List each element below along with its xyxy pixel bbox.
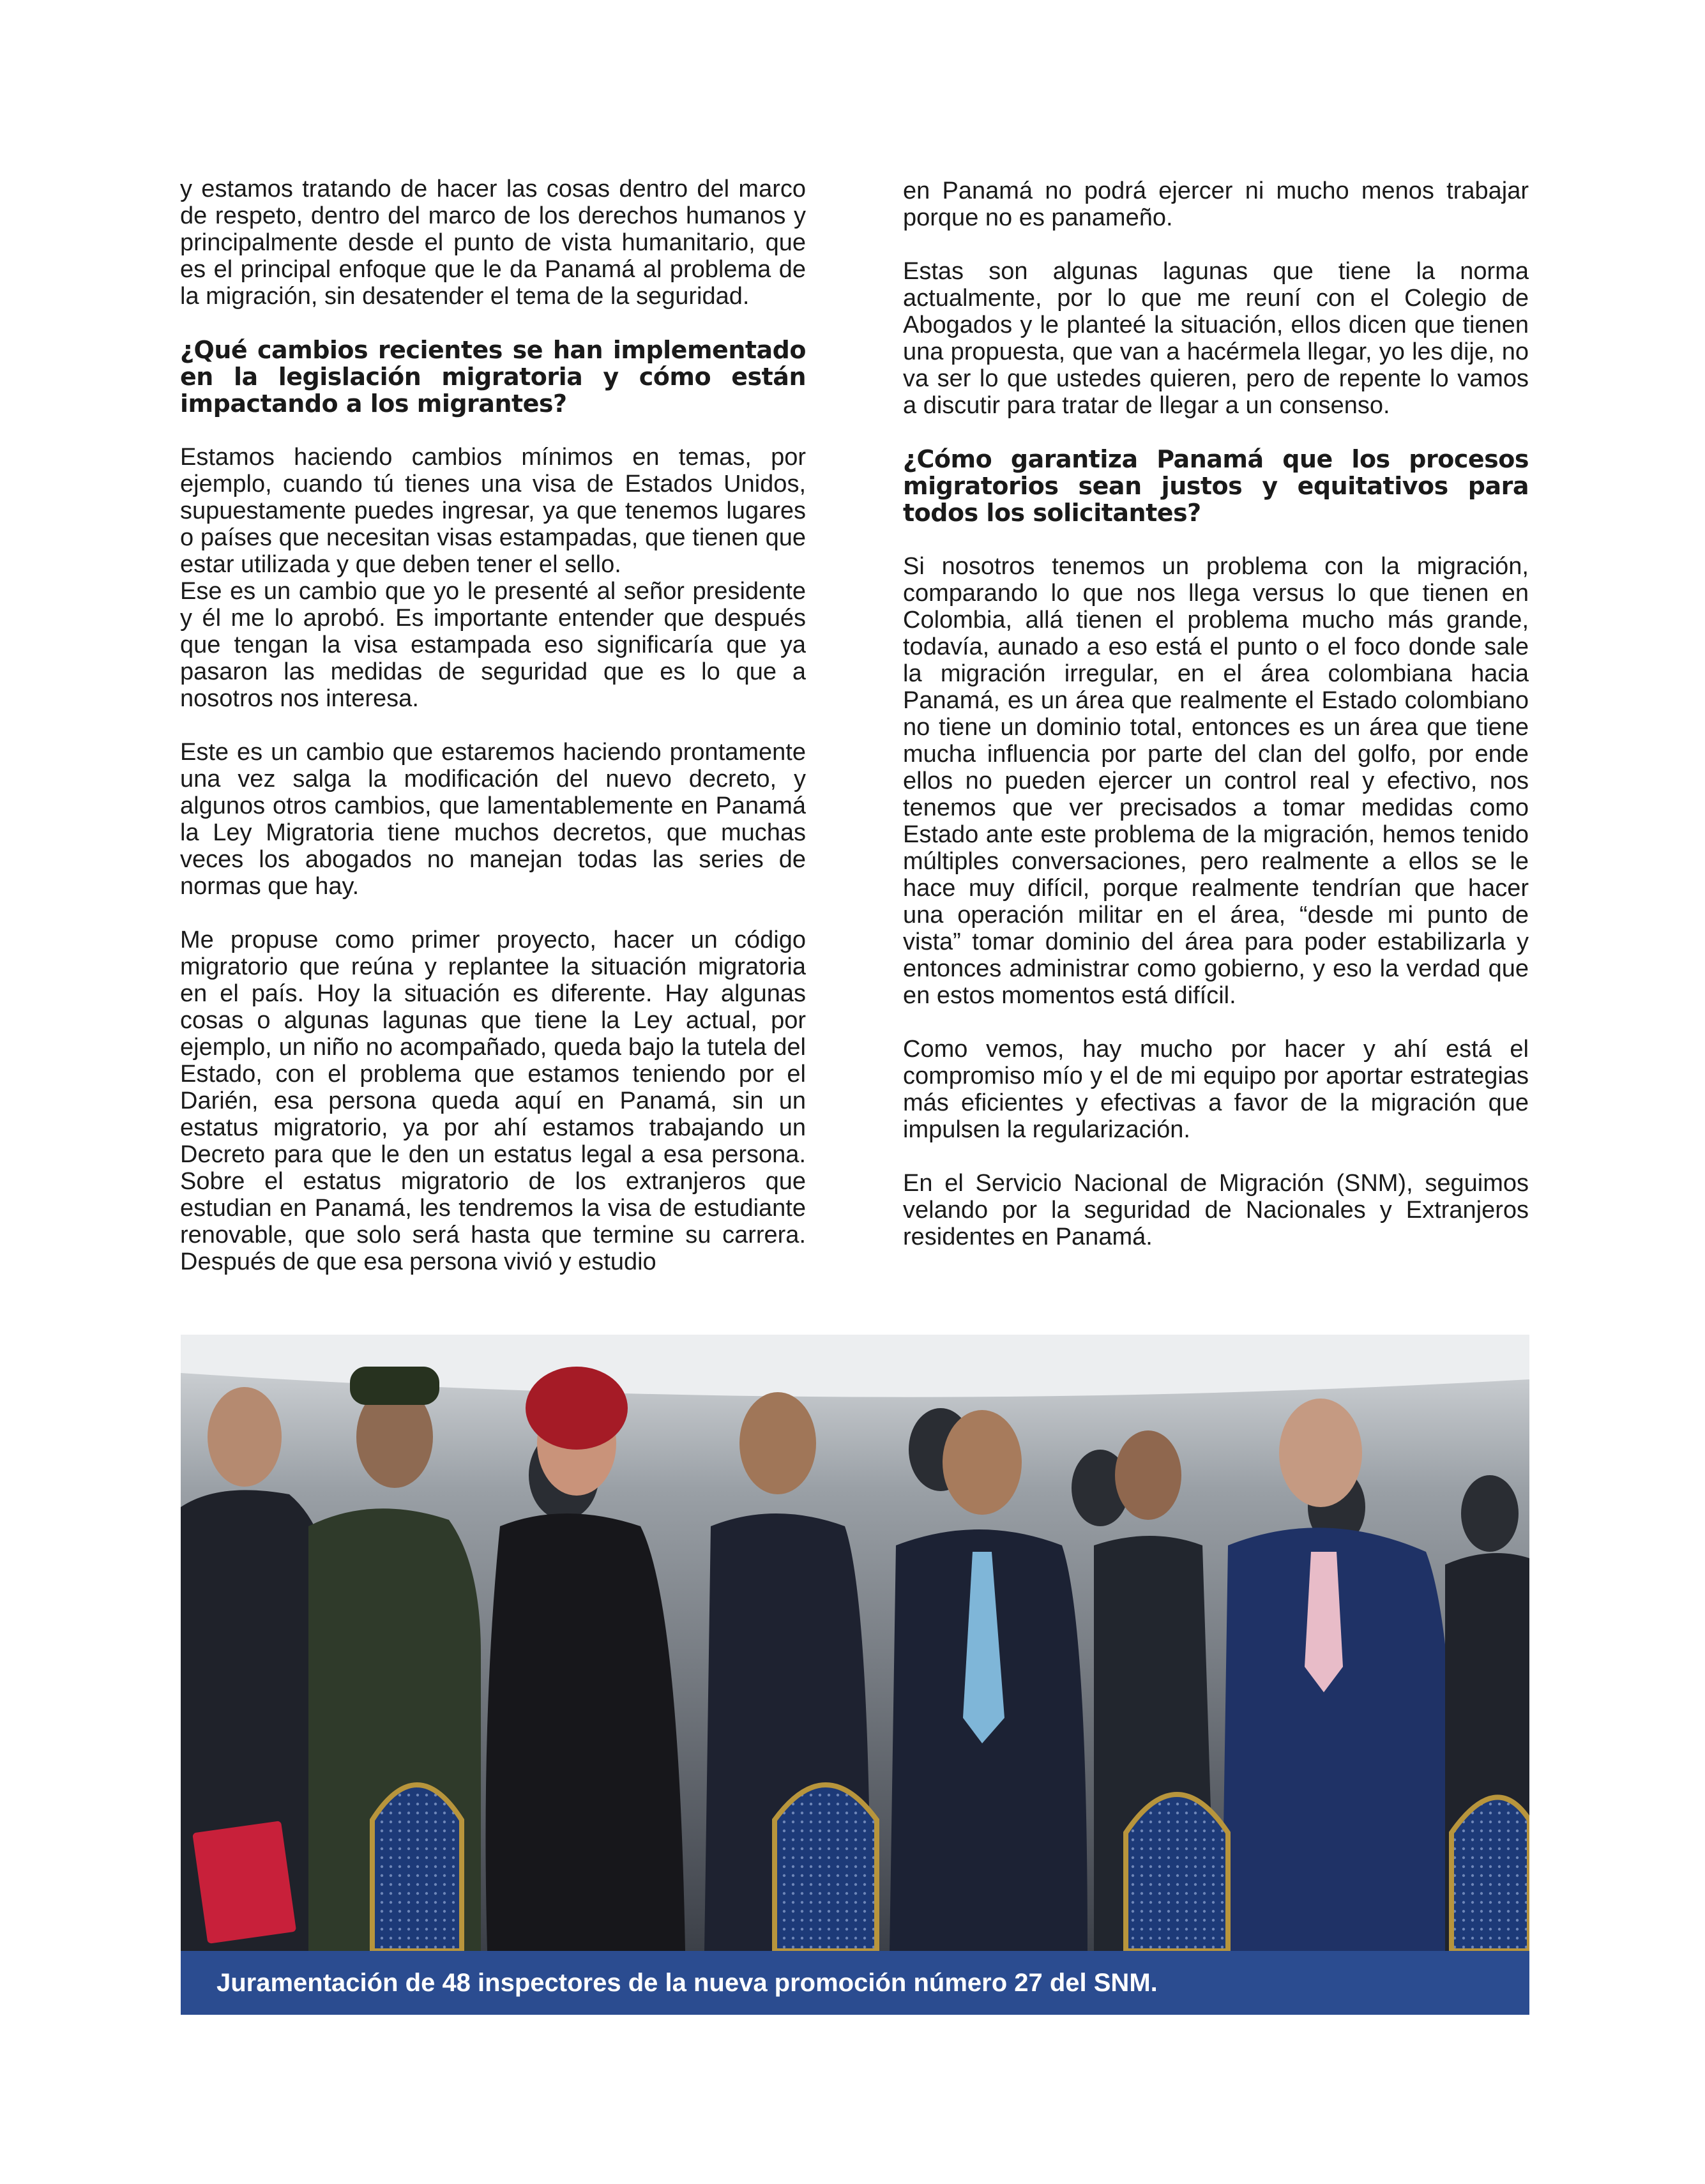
ceremony-photo	[181, 1335, 1529, 1951]
paragraph: Como vemos, hay mucho por hacer y ahí está el compromiso mío y el de mi equipo por aportar estrategias más eficientes y efectivas a favor de la migración que impulsen la regularización.	[903, 1036, 1529, 1143]
paragraph: En el Servicio Nacional de Migración (SNM), seguimos velando por la seguridad de Nacionales y Extranjeros residentes en Panamá.	[903, 1170, 1529, 1250]
right-column	[903, 178, 1529, 1277]
photo-caption: Juramentación de 48 inspectores de la nueva promoción número 27 del SNM.	[216, 1969, 1158, 1997]
photo-caption-bar	[181, 1951, 1529, 2015]
question-heading: ¿Cómo garantiza Panamá que los procesos migratorios sean justos y equitativos para todos los solicitantes?	[903, 445, 1529, 527]
paragraph: y estamos tratando de hacer las cosas dentro del marco de respeto, dentro del marco de los derechos humanos y principalmente desde el punto de vista humanitario, que es el principal enfoque que le da Panamá al problema de la migración, sin desatender el tema de la seguridad.	[180, 176, 806, 310]
paragraph: Este es un cambio que estaremos haciendo prontamente una vez salga la modificación del nuevo decreto, y algunos otros cambios, que lamentablemente en Panamá la Ley Migratoria tiene muchos decretos, que muchas veces los abogados no manejan todas las series de normas que hay.	[180, 739, 806, 900]
ceremony-photo-illustration	[181, 1335, 1529, 1951]
question-heading: ¿Qué cambios recientes se han implementado en la legislación migratoria y cómo están impactando a los migrantes?	[180, 336, 806, 418]
paragraph: Estas son algunas lagunas que tiene la norma actualmente, por lo que me reuní con el Colegio de Abogados y le planteé la situación, ellos dicen que tienen una propuesta, que van a hacérmela llegar, yo les dije, no va ser lo que ustedes quieren, pero de repente lo vamos a discutir para tratar de llegar a un consenso.	[903, 258, 1529, 419]
left-column	[180, 176, 806, 1302]
paragraph: Me propuse como primer proyecto, hacer un código migratorio que reúna y replantee la situación migratoria en el país. Hoy la situación es diferente. Hay algunas cosas o algunas lagunas que tiene la Ley actual, por ejemplo, un niño no acompañado, queda bajo la tutela del Estado, con el problema que estamos teniendo por el Darién, esa persona queda aquí en Panamá, sin un estatus migratorio, ya por ahí estamos trabajando un Decreto para que le den un estatus legal a esa persona. Sobre el estatus migratorio de los extranjeros que estudian en Panamá, les tendremos la visa de estudiante renovable, que solo será hasta que termine su carrera. Después de que esa persona vivió y estudio	[180, 927, 806, 1275]
paragraph: Estamos haciendo cambios mínimos en temas, por ejemplo, cuando tú tienes una visa de Estados Unidos, supuestamente puedes ingresar, ya que tenemos lugares o países que necesitan visas estampadas, que tienen que estar utilizada y que deben tener el sello.	[180, 444, 806, 578]
paragraph: Ese es un cambio que yo le presenté al señor presidente y él me lo aprobó. Es importante entender que después que tengan la visa estampada eso significaría que ya pasaron las medidas de seguridad que es lo que a nosotros nos interesa.	[180, 578, 806, 712]
paragraph: en Panamá no podrá ejercer ni mucho menos trabajar porque no es panameño.	[903, 178, 1529, 231]
paragraph: Si nosotros tenemos un problema con la migración, comparando lo que nos llega versus lo que tienen en Colombia, allá tienen el problema mucho más grande, todavía, aunado a eso está el punto o el foco donde sale la migración irregular, en el área colombiana hacia Panamá, es un área que realmente el Estado colombiano no tiene un dominio total, entonces es un área que tiene mucha influencia por parte del clan del golfo, por ende ellos no pueden ejercer un control real y efectivo, nos tenemos que ver precisados a tomar medidas como Estado ante este problema de la migración, hemos tenido múltiples conversaciones, pero realmente a ellos se le hace muy difícil, porque realmente tendrían que hacer una operación militar en el área, “desde mi punto de vista” tomar dominio del área para poder estabilizarla y entonces administrar como gobierno, y eso la verdad que en estos momentos está difícil.	[903, 553, 1529, 1009]
